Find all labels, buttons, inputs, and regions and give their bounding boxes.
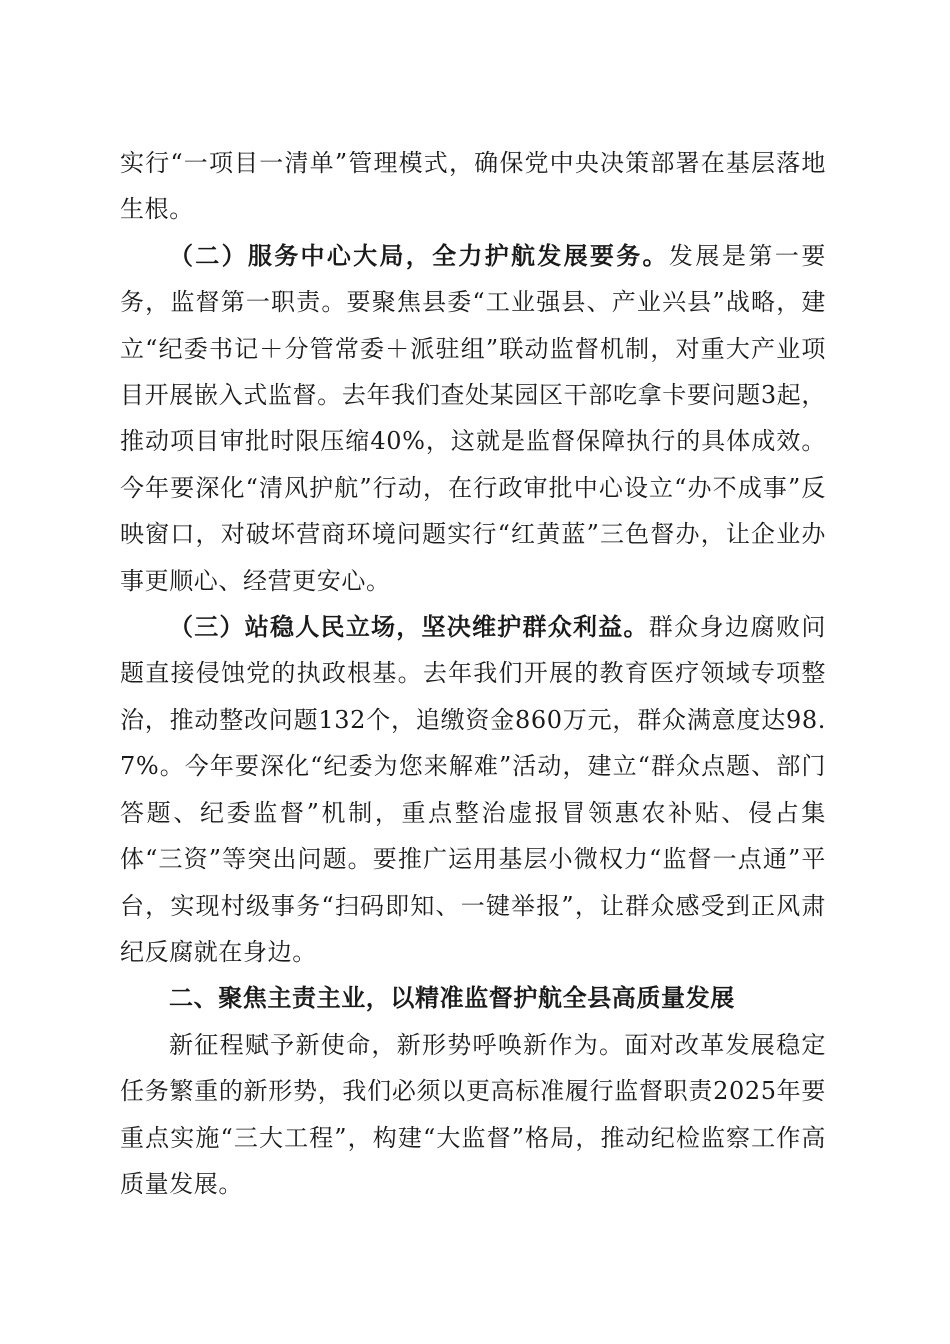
paragraph-lead: （二）服务中心大局，全力护航发展要务。 [169,241,669,270]
paragraph-closing: 新征程赋予新使命，新形势呼唤新作为。面对改革发展稳定任务繁重的新形势，我们必须以更高标准履行监督职责2025年要重点实施“三大工程”，构建“大监督”格局，推动纪检监察工作高质量发展。 [120,1030,826,1198]
paragraph-lead: （三）站稳人民立场，坚决维护群众利益。 [169,613,649,642]
document-body [120,140,826,1207]
section-heading: 二、聚焦主责主业，以精准监督护航全县高质量发展 [169,984,735,1013]
paragraph-text: 发展是第一要务，监督第一职责。要聚焦县委“工业强县、产业兴县”战略，建立“纪委书记＋分管常委＋派驻组”联动监督机制，对重大产业项目开展嵌入式监督。去年我们查处某园区干部吃拿卡要问题3起，推动项目审批时限压缩40%，这就是监督保障执行的具体成效。今年要深化“清风护航”行动，在行政审批中心设立“办不成事”反映窗口，对破坏营商环境问题实行“红黄蓝”三色督办，让企业办事更顺心、经营更安心。 [120,241,826,595]
paragraph-people-interests [120,604,826,975]
paragraph-text: 实行“一项目一清单”管理模式，确保党中央决策部署在基层落地生根。 [120,149,826,224]
paragraph-continuation [120,140,826,233]
paragraph-service-development [120,233,826,604]
paragraph-text: 群众身边腐败问题直接侵蚀党的执政根基。去年我们开展的教育医疗领域专项整治，推动整改问题132个，追缴资金860万元，群众满意度达98.7%。今年要深化“纪委为您来解难”活动，建立“群众点题、部门答题、纪委监督”机制，重点整治虚报冒领惠农补贴、侵占集体“三资”等突出问题。要推广运用基层小微权力“监督一点通”平台，实现村级事务“扫码即知、一键举报”，让群众感受到正风肃纪反腐就在身边。 [120,613,826,966]
